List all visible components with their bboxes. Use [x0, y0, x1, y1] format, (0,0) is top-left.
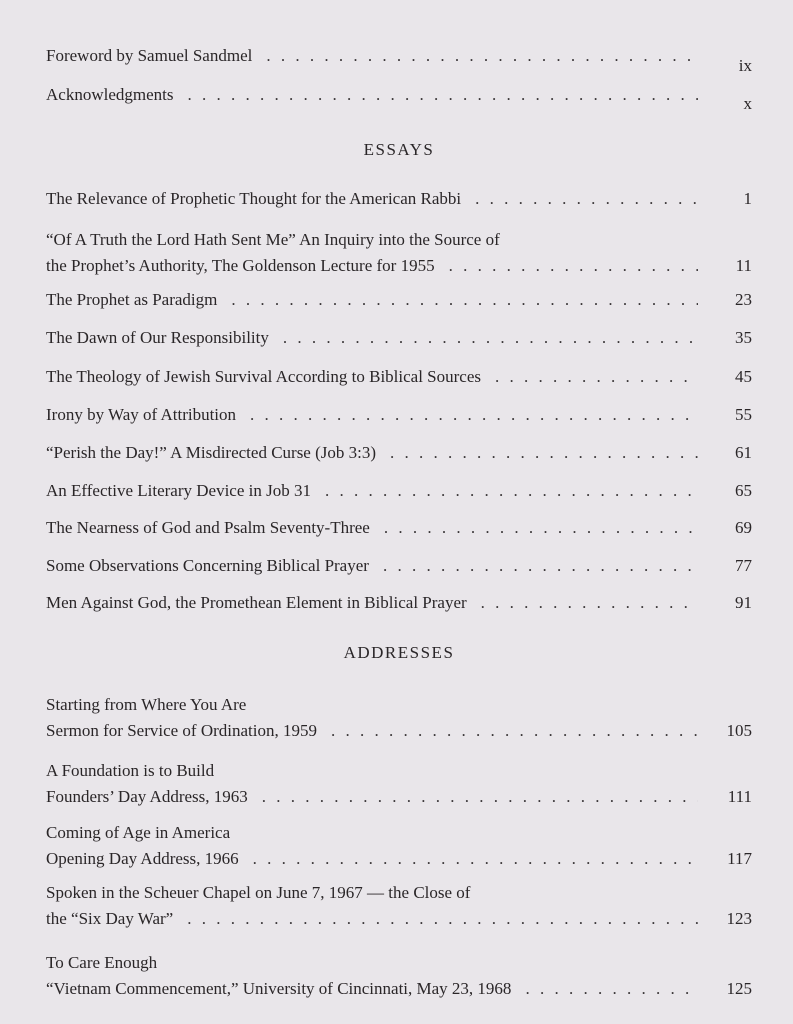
toc-entry — [46, 402, 752, 428]
section-heading-essays: ESSAYS — [363, 140, 435, 159]
page-number: 61 — [735, 443, 752, 462]
page-number: 125 — [726, 979, 752, 998]
toc-entry — [46, 440, 752, 466]
entry-title: Foreword by Samuel Sandmel — [46, 46, 253, 65]
page-number: 123 — [726, 909, 752, 928]
toc-entry-acknowledgments — [46, 82, 752, 113]
dot-leader — [236, 402, 698, 428]
dot-leader — [239, 846, 698, 872]
dot-leader — [511, 976, 698, 1002]
toc-entry — [46, 364, 752, 390]
entry-title: The Relevance of Prophetic Thought for the American Rabbi — [46, 189, 462, 208]
toc-entry — [46, 515, 752, 541]
dot-leader — [376, 440, 698, 466]
page-number: 1 — [743, 189, 752, 208]
toc-entry — [46, 553, 752, 579]
page-number: 65 — [735, 481, 752, 500]
page-number: 105 — [726, 721, 752, 740]
entry-title: “Of A Truth the Lord Hath Sent Me” An Inquiry into the Source of — [46, 230, 500, 249]
toc-entry — [46, 478, 752, 504]
entry-subtitle: Founders’ Day Address, 1963 — [46, 787, 248, 806]
page-number: 91 — [735, 593, 752, 612]
page-number: 45 — [735, 367, 752, 386]
page-number: 111 — [727, 787, 752, 806]
dot-leader — [173, 82, 698, 108]
dot-leader — [435, 253, 698, 279]
dot-leader — [369, 553, 698, 579]
dot-leader — [317, 718, 698, 744]
entry-title: Coming of Age in America — [46, 823, 231, 842]
dot-leader — [173, 906, 698, 932]
entry-title: Spoken in the Scheuer Chapel on June 7, 1967 — the Close of — [46, 883, 471, 902]
page-number: 77 — [735, 556, 752, 575]
entry-title: Some Observations Concerning Biblical Prayer — [46, 556, 369, 575]
entry-title-continued: the “Six Day War” — [46, 909, 174, 928]
entry-subtitle: Opening Day Address, 1966 — [46, 849, 239, 868]
entry-title: The Nearness of God and Psalm Seventy-Three — [46, 518, 370, 537]
entry-title: Men Against God, the Promethean Element in Biblical Prayer — [46, 593, 467, 612]
page-number: 117 — [727, 849, 752, 868]
dot-leader — [248, 784, 698, 810]
entry-subtitle: Sermon for Service of Ordination, 1959 — [46, 721, 317, 740]
entry-title: To Care Enough — [46, 953, 158, 972]
section-heading-addresses: ADDRESSES — [343, 643, 455, 662]
page-number: 69 — [735, 518, 752, 537]
toc-entry-foreword — [46, 43, 752, 75]
page-number: 23 — [735, 290, 752, 309]
dot-leader — [217, 287, 698, 313]
toc-entry — [46, 287, 752, 313]
entry-title: Irony by Way of Attribution — [46, 405, 237, 424]
dot-leader — [311, 478, 698, 504]
toc-entry — [46, 186, 752, 212]
dot-leader — [461, 186, 698, 212]
page-number: 55 — [735, 405, 752, 424]
page-number: 11 — [735, 256, 752, 275]
dot-leader — [467, 590, 698, 616]
dot-leader — [370, 515, 698, 541]
entry-title: A Foundation is to Build — [46, 761, 215, 780]
toc-entry — [46, 590, 752, 616]
entry-title: Acknowledgments — [46, 85, 174, 104]
entry-title-continued: the Prophet’s Authority, The Goldenson Lecture for 1955 — [46, 256, 435, 275]
toc-entry — [46, 880, 752, 932]
toc-entry — [46, 820, 752, 872]
toc-entry — [46, 950, 752, 1002]
page-number: ix — [738, 56, 752, 75]
entry-title: The Prophet as Paradigm — [46, 290, 218, 309]
entry-title: An Effective Literary Device in Job 31 — [46, 481, 311, 500]
dot-leader — [481, 364, 698, 390]
toc-entry — [46, 758, 752, 810]
page-number: 35 — [735, 328, 752, 347]
entry-subtitle: “Vietnam Commencement,” University of Cincinnati, May 23, 1968 — [46, 979, 512, 998]
entry-title: The Theology of Jewish Survival According to Biblical Sources — [46, 367, 482, 386]
entry-title: The Dawn of Our Responsibility — [46, 328, 269, 347]
dot-leader — [252, 43, 698, 69]
toc-entry — [46, 325, 752, 351]
page-number: x — [743, 94, 752, 113]
entry-title: Starting from Where You Are — [46, 695, 247, 714]
toc-entry — [46, 692, 752, 744]
entry-title: “Perish the Day!” A Misdirected Curse (Job 3:3) — [46, 443, 377, 462]
toc-entry — [46, 227, 752, 279]
dot-leader — [269, 325, 698, 351]
